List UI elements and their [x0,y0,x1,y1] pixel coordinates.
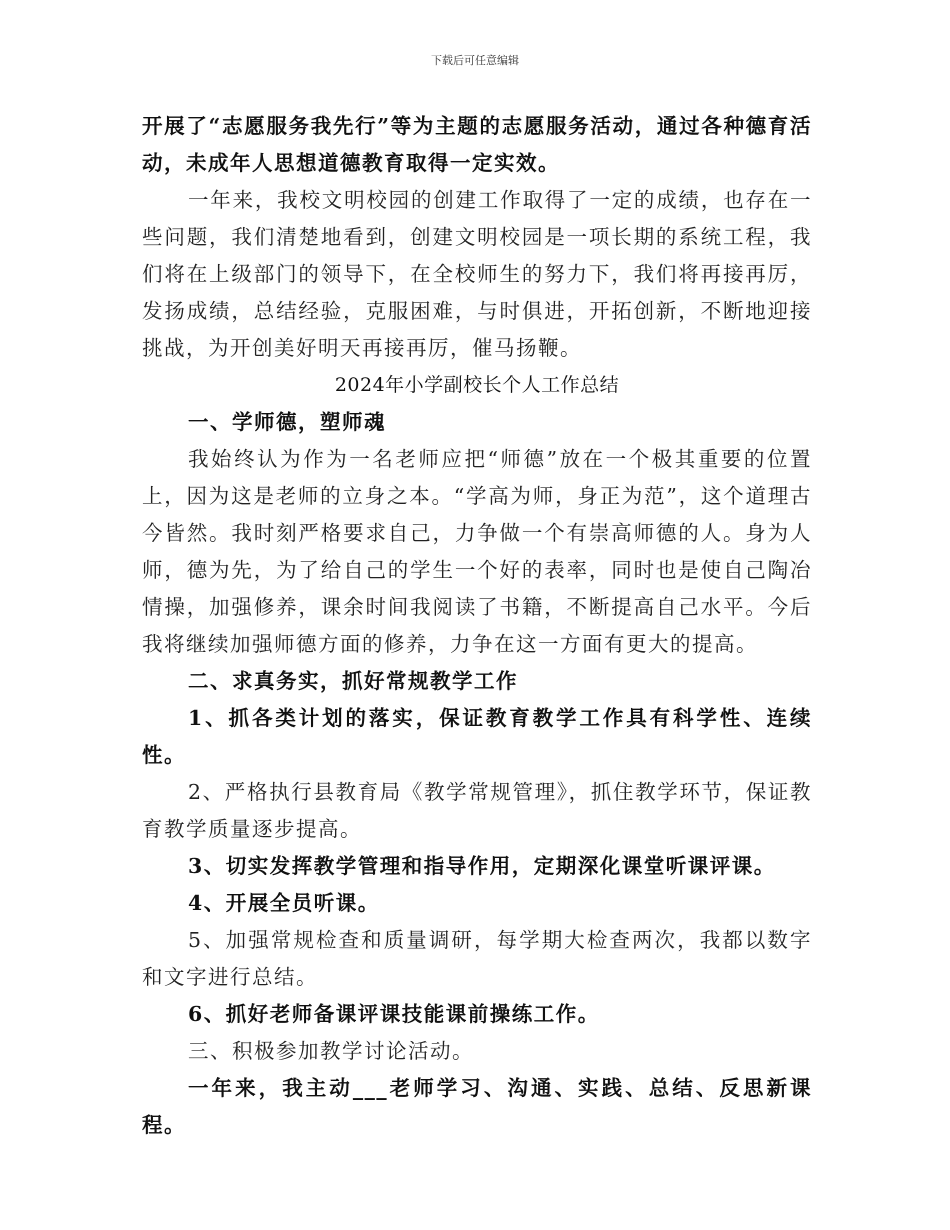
paragraph-volunteer: 开展了“志愿服务我先行”等为主题的志愿服务活动，通过各种德育活动，未成年人思想道德教育取得一定实效。 [142,114,812,175]
page-header: 下载后可任意编辑 [431,54,519,67]
section-heading-1: 一、学师德，塑师魂 [188,410,386,434]
paragraph-teacher-ethics: 我始终认为作为一名老师应把“师德”放在一个极其重要的位置上，因为这是老师的立身之本。“学高为师，身正为范”，这个道理古今皆然。我时刻严格要求自己，力争做一个有崇高师德的人。身为人师，德为先，为了给自己的学生一个好的表率，同时也是使自己陶冶情操，加强修养，课余时间我阅读了书籍，不断提高自己水平。今后我将继续加强师德方面的修养，力争在这一方面有更大的提高。 [142,447,812,656]
paragraph-civilized-campus: 一年来，我校文明校园的创建工作取得了一定的成绩，也存在一些问题，我们清楚地看到，创建文明校园是一项长期的系统工程，我们将在上级部门的领导下，在全校师生的努力下，我们将再接再厉，发扬成绩，总结经验，克服困难，与时俱进，开拓创新，不断地迎接挑战，为开创美好明天再接再厉，催马扬鞭。 [142,188,812,360]
list-item-3: 3、切实发挥教学管理和指导作用，定期深化课堂听课评课。 [188,854,776,878]
list-item-5: 5、加强常规检查和质量调研，每学期大检查两次，我都以数字和文字进行总结。 [142,928,812,989]
list-item-2: 2、严格执行县教育局《教学常规管理》，抓住教学环节，保证教育教学质量逐步提高。 [142,780,812,841]
list-item-1: 1、抓各类计划的落实，保证教育教学工作具有科学性、连续性。 [142,706,812,767]
list-item-6: 6、抓好老师备课评课技能课前操练工作。 [188,1002,600,1026]
section-heading-3: 三、积极参加教学讨论活动。 [188,1039,474,1063]
list-item-4: 4、开展全员听课。 [188,891,380,915]
paragraph-last: 一年来，我主动___老师学习、沟通、实践、总结、反思新课程。 [142,1076,812,1137]
document-title: 2024年小学副校长个人工作总结 [334,374,620,396]
section-heading-2: 二、求真务实，抓好常规教学工作 [188,669,518,693]
document-body [142,108,812,1144]
